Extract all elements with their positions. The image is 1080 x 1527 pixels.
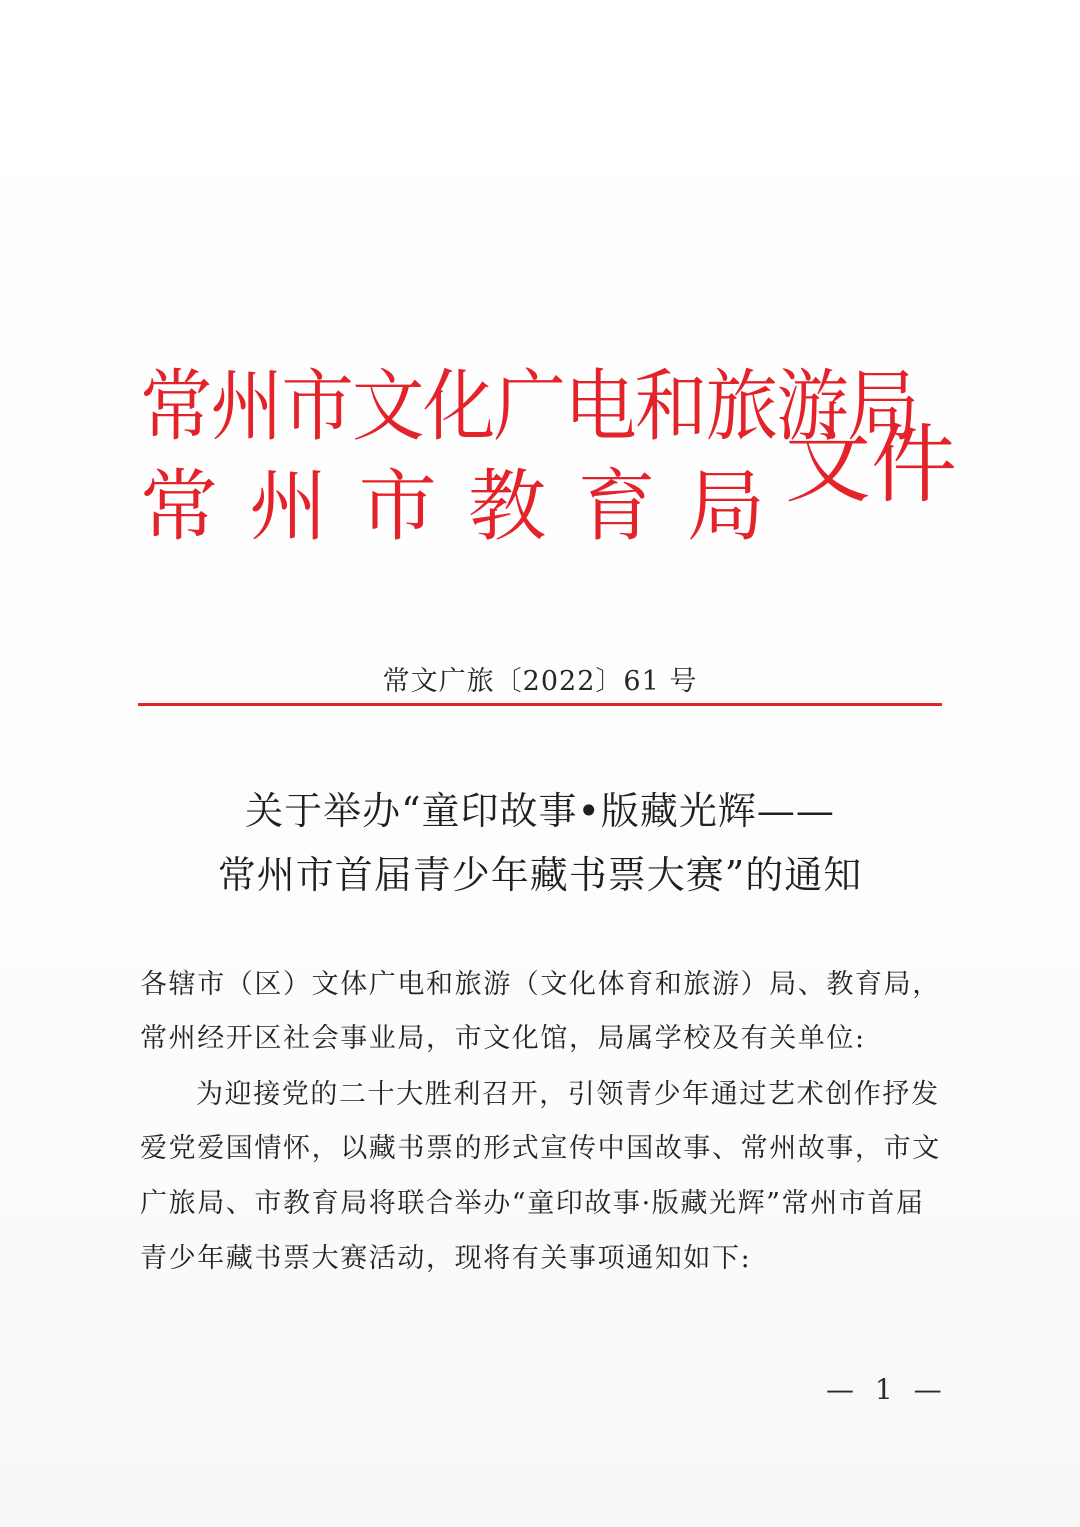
salutation-line-2: 常州经开区社会事业局，市文化馆，局属学校及有关单位: [140, 1023, 866, 1054]
org-education-bureau-char: 常 [140, 462, 219, 552]
body-paragraph-line-2: 爱党爱国情怀，以藏书票的形式宣传中国故事、常州故事，市文 [140, 1133, 941, 1164]
salutation-line-1: 各辖市（区）文体广电和旅游（文化体育和旅游）局、教育局， [140, 969, 941, 1000]
issuing-authorities-header [140, 362, 960, 568]
body-paragraph-line-4: 青少年藏书票大赛活动，现将有关事项通知如下: [140, 1243, 752, 1274]
org-education-bureau-char: 州 [249, 462, 328, 552]
red-divider-line [138, 703, 942, 706]
body-paragraph-line-1: 为迎接党的二十大胜利召开，引领青少年通过艺术创作抒发 [196, 1079, 940, 1110]
org-culture-tourism-bureau: 常州市文化广电和旅游局 [140, 362, 918, 452]
document-type-label: 文件 [785, 415, 957, 515]
page-number: — 1 — [826, 1373, 948, 1406]
notice-title-line-1: 关于举办“童印故事•版藏光辉—— [245, 789, 835, 833]
org-education-bureau [140, 462, 765, 552]
notice-title-line-2: 常州市首届青少年藏书票大赛”的通知 [217, 853, 863, 897]
org-education-bureau-char: 市 [358, 462, 437, 552]
body-paragraph-line-3: 广旅局、市教育局将联合举办“童印故事·版藏光辉”常州市首届 [140, 1188, 925, 1219]
document-number: 常文广旅〔2022〕61 号 [382, 666, 698, 697]
org-education-bureau-char: 育 [577, 462, 656, 552]
org-education-bureau-char: 教 [468, 462, 547, 552]
org-education-bureau-char: 局 [686, 462, 765, 552]
